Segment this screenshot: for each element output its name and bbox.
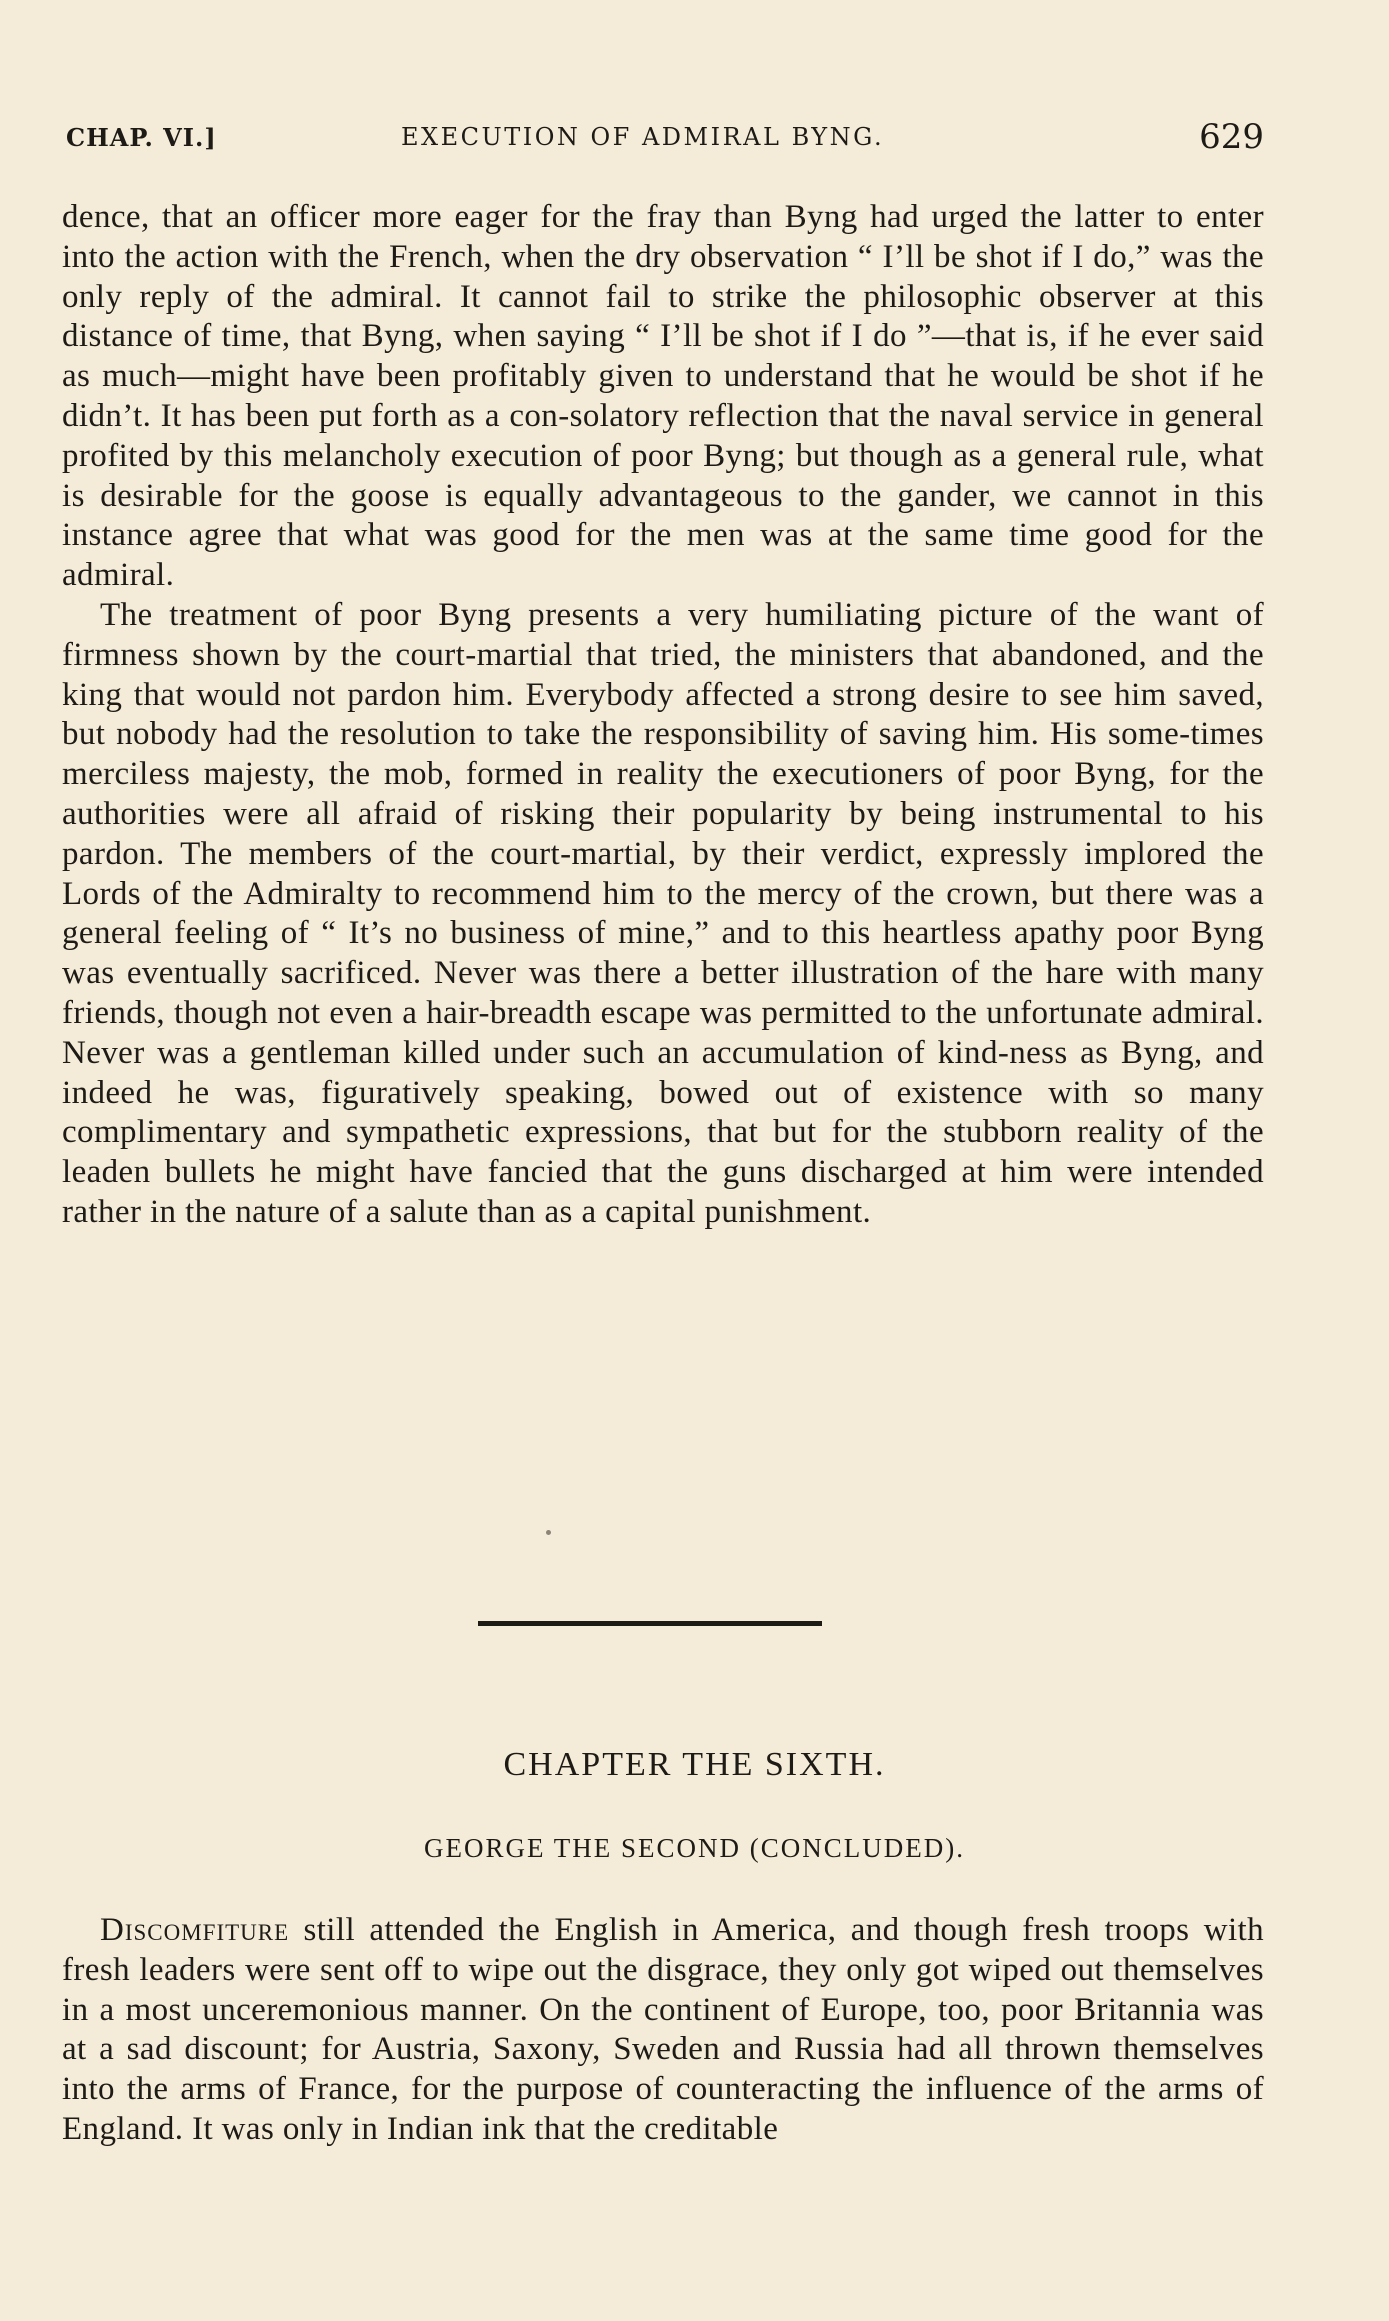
chapter-reference: CHAP. VI.] [66,122,217,152]
lead-word: Discomfiture [100,1912,290,1948]
running-head [66,112,1264,162]
section-rule [478,1621,822,1626]
chapter-subheading: GEORGE THE SECOND (CONCLUDED). [424,1833,965,1863]
body-text-top [62,198,1264,1233]
paragraph-byng-treatment: The treatment of poor Byng presents a very humiliating picture of the want of firmness shown by the court-martial that tried, the ministers that abandoned, and the king that would not pardon him. Everybody affected a strong desire to see him saved, but nobody had the resolution to take the responsibility of saving him. His some-times merciless majesty, the mob, formed in reality the executioners of poor Byng, for the authorities were all afraid of risking their popularity by being instrumental to his pardon. The members of the court-martial, by their verdict, expressly implored the Lords of the Admiralty to recommend him to the mercy of the crown, but there was a general feeling of “ It’s no business of mine,” and to this heartless apathy poor Byng was eventually sacrificed. Never was there a better illustration of the hare with many friends, though not even a hair-breadth escape was permitted to the unfortunate admiral. Never was a gentleman killed under such an accumulation of kind-ness as Byng, and indeed he was, figuratively speaking, bowed out of existence with so many complimentary and sympathetic expressions, that but for the stubborn reality of the leaden bullets he might have fancied that the guns discharged at him were intended rather in the nature of a salute than as a capital punishment. [62,596,1264,1230]
page-number: 629 [1199,117,1264,157]
body-text-bottom [62,1911,1264,2150]
paragraph-chapter-opening-text: still attended the English in America, and though fresh troops with fresh leaders were sent off to wipe out the disgrace, they only got wiped out themselves in a most unceremonious manner. On the continent of Europe, too, poor Britannia was at a sad discount; for Austria, Saxony, Sweden and Russia had all thrown themselves into the arms of France, for the purpose of counteracting the influence of the arms of England. It was only in Indian ink that the creditable [62,1912,1264,2147]
stray-ink-dot [546,1530,551,1535]
paragraph-chapter-opening [62,1911,1264,2150]
chapter-heading: CHAPTER THE SIXTH. [503,1746,886,1783]
running-title: EXECUTION OF ADMIRAL BYNG. [401,123,885,151]
paragraph-continued: dence, that an officer more eager for the fray than Byng had urged the latter to enter into the action with the French, when the dry observation “ I’ll be shot if I do,” was the only reply of the admiral. It cannot fail to strike the philosophic observer at this distance of time, that Byng, when saying “ I’ll be shot if I do ”—that is, if he ever said as much—might have been profitably given to understand that he would be shot if he didn’t. It has been put forth as a con-solatory reflection that the naval service in general profited by this melancholy execution of poor Byng; but though as a general rule, what is desirable for the goose is equally advantageous to the gander, we cannot in this instance agree that what was good for the men was at the same time good for the admiral. [62,199,1264,594]
